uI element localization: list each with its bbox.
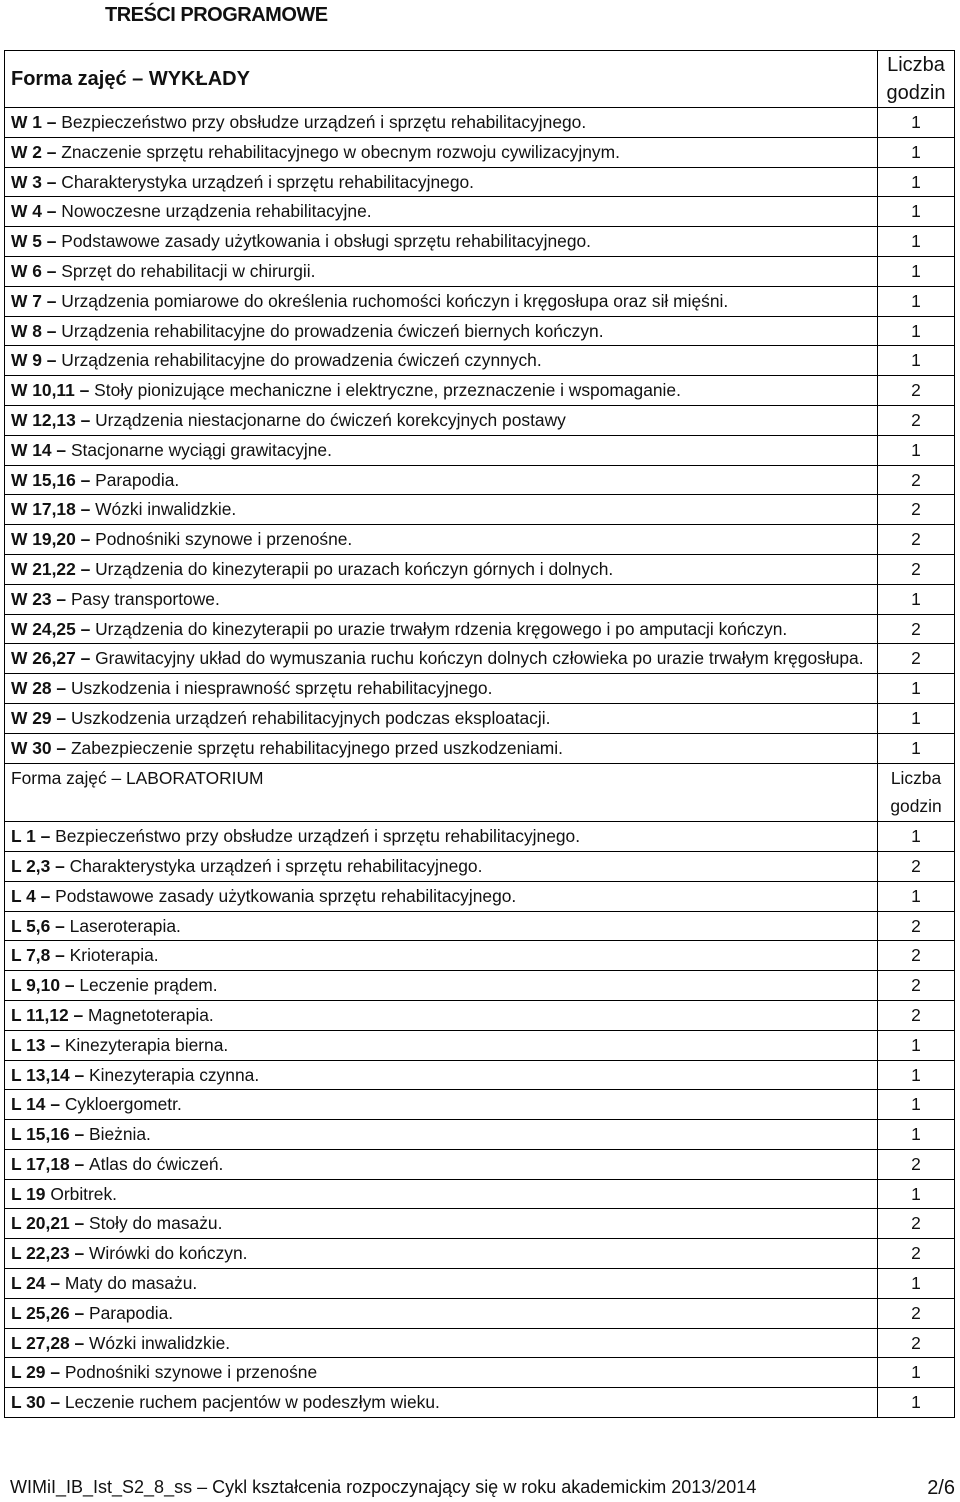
topic-text: Podnośniki szynowe i przenośne. [95, 529, 353, 550]
form-label-text: Forma zajęć – LABORATORIUM [11, 767, 264, 788]
topic-code: L 14 [11, 1094, 46, 1115]
topic-cell [5, 1090, 878, 1120]
topic-cell [5, 733, 878, 763]
topic-text: Leczenie ruchem pacjentów w podeszłym wieku. [64, 1392, 440, 1413]
table-row [5, 376, 955, 406]
dash-separator: – [60, 975, 80, 996]
dash-separator: – [45, 1034, 65, 1055]
lectures-header-row [5, 51, 955, 108]
topic-cell [5, 941, 878, 971]
dash-separator: – [35, 885, 56, 906]
topic-code: W 7 [11, 290, 42, 311]
dash-separator: – [75, 469, 96, 490]
table-row [5, 1179, 955, 1209]
hours-cell: 2 [878, 614, 955, 644]
table-row [5, 881, 955, 911]
hours-cell: 2 [878, 971, 955, 1001]
topic-code: W 10,11 [11, 380, 75, 401]
topic-text: Znaczenie sprzętu rehabilitacyjnego w obecnym rozwoju cywilizacyjnym. [61, 141, 620, 162]
page-number: 2/6 [927, 1477, 955, 1499]
table-row [5, 851, 955, 881]
table-row [5, 554, 955, 584]
topic-cell [5, 1388, 878, 1418]
dash-separator: – [50, 945, 70, 966]
topic-code: L 29 [11, 1362, 46, 1383]
topic-cell [5, 108, 878, 138]
dash-separator: – [50, 915, 70, 936]
dash-separator: – [75, 648, 96, 669]
labs-form-label [5, 763, 878, 822]
dash-separator: – [75, 558, 96, 579]
dash-separator: – [75, 529, 96, 550]
topic-code: W 12,13 [11, 409, 76, 430]
table-row [5, 525, 955, 555]
topic-code: W 6 [11, 260, 42, 281]
topic-cell [5, 911, 878, 941]
topic-text: Laseroterapia. [69, 915, 181, 936]
topic-cell [5, 435, 878, 465]
topic-cell [5, 495, 878, 525]
table-row [5, 435, 955, 465]
topic-cell [5, 197, 878, 227]
topic-code: L 27,28 [11, 1332, 70, 1353]
table-row [5, 346, 955, 376]
dash-separator: – [41, 290, 62, 311]
topic-code: W 9 [11, 350, 42, 371]
topic-code: W 2 [11, 141, 42, 162]
topic-code: L 1 [11, 826, 36, 847]
hours-cell: 1 [878, 197, 955, 227]
topic-text: Urządzenia rehabilitacyjne do prowadzenia ćwiczeń czynnych. [61, 350, 542, 371]
dash-separator: – [41, 231, 62, 252]
topic-code: W 23 [11, 588, 52, 609]
topic-cell [5, 971, 878, 1001]
topic-text: Stoły pionizujące mechaniczne i elektryczne, przeznaczenie i wspomaganie. [94, 380, 681, 401]
hours-cell: 1 [878, 1060, 955, 1090]
table-row [5, 1120, 955, 1150]
hours-cell: 1 [878, 256, 955, 286]
topic-code: W 21,22 [11, 558, 76, 579]
hours-cell: 1 [878, 703, 955, 733]
dash-separator: – [69, 1332, 90, 1353]
topic-cell [5, 1030, 878, 1060]
dash-separator: – [69, 1302, 90, 1323]
topic-text: Bezpieczeństwo przy obsłudze urządzeń i sprzętu rehabilitacyjnego. [55, 826, 581, 847]
topic-text: Grawitacyjny układ do wymuszania ruchu kończyn dolnych człowieka po urazie trwałym kręgosłupa. [95, 648, 864, 669]
dash-separator: – [69, 1064, 90, 1085]
hours-cell: 1 [878, 137, 955, 167]
topic-cell [5, 1298, 878, 1328]
hours-cell: 2 [878, 376, 955, 406]
table-row [5, 108, 955, 138]
topic-cell [5, 1149, 878, 1179]
topic-code: W 28 [11, 678, 52, 699]
topic-code: L 30 [11, 1392, 46, 1413]
topic-code: L 22,23 [11, 1243, 70, 1264]
table-row [5, 256, 955, 286]
dash-separator: – [69, 1243, 90, 1264]
topic-cell [5, 1328, 878, 1358]
hours-cell: 2 [878, 1000, 955, 1030]
hours-cell: 1 [878, 1120, 955, 1150]
dash-separator: – [41, 201, 62, 222]
topic-cell [5, 614, 878, 644]
form-label-text: Forma zajęć – WYKŁADY [11, 67, 250, 90]
dash-separator: – [69, 1153, 90, 1174]
topic-code: L 15,16 [11, 1124, 70, 1145]
topic-code: L 24 [11, 1273, 46, 1294]
topic-text: Orbitrek. [50, 1183, 118, 1204]
dash-separator: – [69, 1213, 90, 1234]
hours-cell: 1 [878, 286, 955, 316]
topic-code: W 17,18 [11, 499, 76, 520]
topic-text: Uszkodzenia i niesprawność sprzętu rehabilitacyjnego. [70, 678, 493, 699]
table-row [5, 614, 955, 644]
table-row [5, 971, 955, 1001]
hours-cell: 2 [878, 1209, 955, 1239]
dash-separator: – [41, 141, 62, 162]
topic-cell [5, 167, 878, 197]
topic-code: W 24,25 [11, 618, 76, 639]
table-row [5, 1388, 955, 1418]
hours-cell: 2 [878, 644, 955, 674]
hours-cell: 2 [878, 1298, 955, 1328]
dash-separator: – [45, 1362, 65, 1383]
table-row [5, 1060, 955, 1090]
table-row [5, 405, 955, 435]
topic-cell [5, 1000, 878, 1030]
topic-code: L 17,18 [11, 1153, 70, 1174]
topic-cell [5, 851, 878, 881]
topic-code: L 13 [11, 1034, 46, 1055]
topic-cell [5, 822, 878, 852]
topic-code: W 15,16 [11, 469, 76, 490]
topic-cell [5, 703, 878, 733]
table-row [5, 584, 955, 614]
dash-separator: – [45, 1273, 65, 1294]
topic-cell [5, 1358, 878, 1388]
topic-code: W 29 [11, 707, 52, 728]
topic-text: Wirówki do kończyn. [89, 1243, 248, 1264]
topic-cell [5, 584, 878, 614]
program-table [4, 50, 955, 1418]
table-row [5, 703, 955, 733]
table-row [5, 316, 955, 346]
topic-text: Podstawowe zasady użytkowania i obsługi sprzętu rehabilitacyjnego. [61, 231, 592, 252]
topic-text: Parapodia. [89, 1302, 174, 1323]
topic-cell [5, 405, 878, 435]
program-table-body [5, 51, 955, 1418]
topic-text: Wózki inwalidzkie. [95, 499, 237, 520]
dash-separator: – [41, 260, 62, 281]
hours-cell: 1 [878, 1090, 955, 1120]
table-row [5, 733, 955, 763]
hours-cell: 2 [878, 1328, 955, 1358]
hours-cell: 1 [878, 346, 955, 376]
table-row [5, 1328, 955, 1358]
topic-text: Podstawowe zasady użytkowania sprzętu rehabilitacyjnego. [55, 885, 517, 906]
table-row [5, 1090, 955, 1120]
dash-separator: – [69, 1124, 90, 1145]
topic-code: L 4 [11, 885, 36, 906]
hours-cell: 1 [878, 584, 955, 614]
hours-cell: 2 [878, 1149, 955, 1179]
table-row [5, 197, 955, 227]
dash-separator: – [75, 499, 96, 520]
topic-code: L 2,3 [11, 855, 51, 876]
dash-separator: – [51, 588, 71, 609]
table-row [5, 137, 955, 167]
table-row [5, 1149, 955, 1179]
hours-cell: 1 [878, 1179, 955, 1209]
hours-cell: 2 [878, 851, 955, 881]
topic-code: W 8 [11, 320, 42, 341]
page-footer [10, 1477, 955, 1498]
topic-code: L 25,26 [11, 1302, 70, 1323]
topic-cell [5, 1209, 878, 1239]
dash-separator: – [68, 1004, 89, 1025]
topic-text: Cykloergometr. [64, 1094, 182, 1115]
hours-cell: 1 [878, 1269, 955, 1299]
topic-cell [5, 525, 878, 555]
table-row [5, 495, 955, 525]
labs-header-row [5, 763, 955, 822]
topic-text: Urządzenia do kinezyterapii po urazach kończyn górnych i dolnych. [95, 558, 614, 579]
dash-separator: – [41, 350, 62, 371]
hours-cell: 1 [878, 1388, 955, 1418]
lectures-hours-header: Liczba godzin [878, 51, 955, 108]
labs-hours-header: Liczba godzin [878, 763, 955, 822]
topic-code: L 19 [11, 1183, 46, 1204]
topic-code: W 5 [11, 231, 42, 252]
topic-text: Stacjonarne wyciągi grawitacyjne. [70, 439, 332, 460]
hours-cell: 2 [878, 525, 955, 555]
topic-text: Nowoczesne urządzenia rehabilitacyjne. [61, 201, 372, 222]
lectures-form-label [5, 51, 878, 108]
table-row [5, 1358, 955, 1388]
hours-cell: 1 [878, 316, 955, 346]
table-row [5, 1239, 955, 1269]
topic-text: Urządzenia pomiarowe do określenia ruchomości kończyn i kręgosłupa oraz sił mięśni. [61, 290, 729, 311]
topic-cell [5, 346, 878, 376]
topic-cell [5, 227, 878, 257]
table-row [5, 1030, 955, 1060]
dash-separator: – [75, 618, 96, 639]
topic-cell [5, 1060, 878, 1090]
dash-separator: – [51, 678, 71, 699]
hours-cell: 2 [878, 554, 955, 584]
hours-cell: 1 [878, 1358, 955, 1388]
topic-cell [5, 644, 878, 674]
table-row [5, 1209, 955, 1239]
topic-code: W 4 [11, 201, 42, 222]
hours-cell: 2 [878, 1239, 955, 1269]
dash-separator: – [75, 409, 96, 430]
hours-cell: 1 [878, 674, 955, 704]
dash-separator: – [74, 380, 95, 401]
table-row [5, 1298, 955, 1328]
table-row [5, 1269, 955, 1299]
dash-separator: – [45, 1094, 65, 1115]
table-row [5, 167, 955, 197]
topic-cell [5, 137, 878, 167]
topic-text: Urządzenia do kinezyterapii po urazie trwałym rdzenia kręgowego i po amputacji kończyn. [95, 618, 788, 639]
topic-text: Charakterystyka urządzeń i sprzętu rehabilitacyjnego. [61, 171, 475, 192]
topic-cell [5, 1269, 878, 1299]
hours-cell: 1 [878, 881, 955, 911]
topic-cell [5, 286, 878, 316]
topic-code: L 7,8 [11, 945, 51, 966]
table-row [5, 1000, 955, 1030]
table-row [5, 644, 955, 674]
topic-cell [5, 376, 878, 406]
topic-cell [5, 1179, 878, 1209]
topic-code: L 11,12 [11, 1004, 69, 1025]
dash-separator: – [51, 737, 71, 758]
hours-cell: 1 [878, 733, 955, 763]
topic-text: Pasy transportowe. [70, 588, 220, 609]
table-row [5, 465, 955, 495]
dash-separator: – [45, 1392, 65, 1413]
topic-code: W 19,20 [11, 529, 76, 550]
topic-cell [5, 674, 878, 704]
topic-text: Parapodia. [95, 469, 180, 490]
hours-cell: 2 [878, 941, 955, 971]
topic-text: Kinezyterapia bierna. [64, 1034, 229, 1055]
topic-code: W 26,27 [11, 648, 76, 669]
topic-code: L 5,6 [11, 915, 51, 936]
topic-code: L 9,10 [11, 975, 60, 996]
topic-text: Atlas do ćwiczeń. [89, 1153, 224, 1174]
table-row [5, 286, 955, 316]
topic-cell [5, 316, 878, 346]
hours-cell: 1 [878, 435, 955, 465]
topic-cell [5, 881, 878, 911]
dash-separator: – [51, 439, 71, 460]
topic-text: Zabezpieczenie sprzętu rehabilitacyjnego przed uszkodzeniami. [70, 737, 563, 758]
topic-text: Magnetoterapia. [88, 1004, 214, 1025]
topic-text: Kinezyterapia czynna. [89, 1064, 260, 1085]
topic-cell [5, 554, 878, 584]
topic-text: Maty do masażu. [64, 1273, 198, 1294]
dash-separator: – [41, 320, 62, 341]
topic-code: L 13,14 [11, 1064, 70, 1085]
topic-text: Bezpieczeństwo przy obsłudze urządzeń i sprzętu rehabilitacyjnego. [61, 112, 587, 132]
hours-cell: 2 [878, 465, 955, 495]
topic-text: Urządzenia rehabilitacyjne do prowadzenia ćwiczeń biernych kończyn. [61, 320, 604, 341]
dash-separator: – [41, 171, 62, 192]
topic-code: W 3 [11, 171, 42, 192]
topic-code: W 30 [11, 737, 52, 758]
table-row [5, 911, 955, 941]
hours-cell: 1 [878, 167, 955, 197]
table-row [5, 674, 955, 704]
topic-text: Bieżnia. [89, 1124, 151, 1145]
topic-text: Podnośniki szynowe i przenośne [64, 1362, 318, 1383]
topic-code: L 20,21 [11, 1213, 70, 1234]
hours-cell: 2 [878, 405, 955, 435]
topic-cell [5, 1120, 878, 1150]
dash-separator: – [51, 707, 71, 728]
table-row [5, 822, 955, 852]
topic-cell [5, 1239, 878, 1269]
topic-text: Wózki inwalidzkie. [89, 1332, 231, 1353]
table-row [5, 941, 955, 971]
topic-text: Charakterystyka urządzeń i sprzętu rehabilitacyjnego. [69, 855, 483, 876]
hours-cell: 2 [878, 495, 955, 525]
dash-separator: – [50, 855, 70, 876]
hours-cell: 1 [878, 108, 955, 138]
hours-cell: 1 [878, 227, 955, 257]
topic-cell [5, 256, 878, 286]
topic-text: Leczenie prądem. [79, 975, 218, 996]
hours-cell: 2 [878, 911, 955, 941]
topic-text: Stoły do masażu. [89, 1213, 223, 1234]
topic-text: Urządzenia niestacjonarne do ćwiczeń korekcyjnych postawy [95, 409, 566, 430]
topic-text: Krioterapia. [69, 945, 159, 966]
page-heading: TREŚCI PROGRAMOWE [105, 4, 328, 26]
table-row [5, 227, 955, 257]
hours-cell: 1 [878, 822, 955, 852]
dash-separator: – [35, 826, 56, 847]
topic-text: Uszkodzenia urządzeń rehabilitacyjnych podczas eksploatacji. [70, 707, 551, 728]
dash-separator: – [41, 112, 62, 132]
hours-cell: 1 [878, 1030, 955, 1060]
footer-document-id: WIMiI_IB_Ist_S2_8_ss – Cykl kształcenia rozpoczynający się w roku akademickim 2013/2014 [10, 1477, 757, 1497]
topic-cell [5, 465, 878, 495]
topic-text: Sprzęt do rehabilitacji w chirurgii. [61, 260, 316, 281]
topic-code: W 1 [11, 112, 42, 132]
topic-code: W 14 [11, 439, 52, 460]
